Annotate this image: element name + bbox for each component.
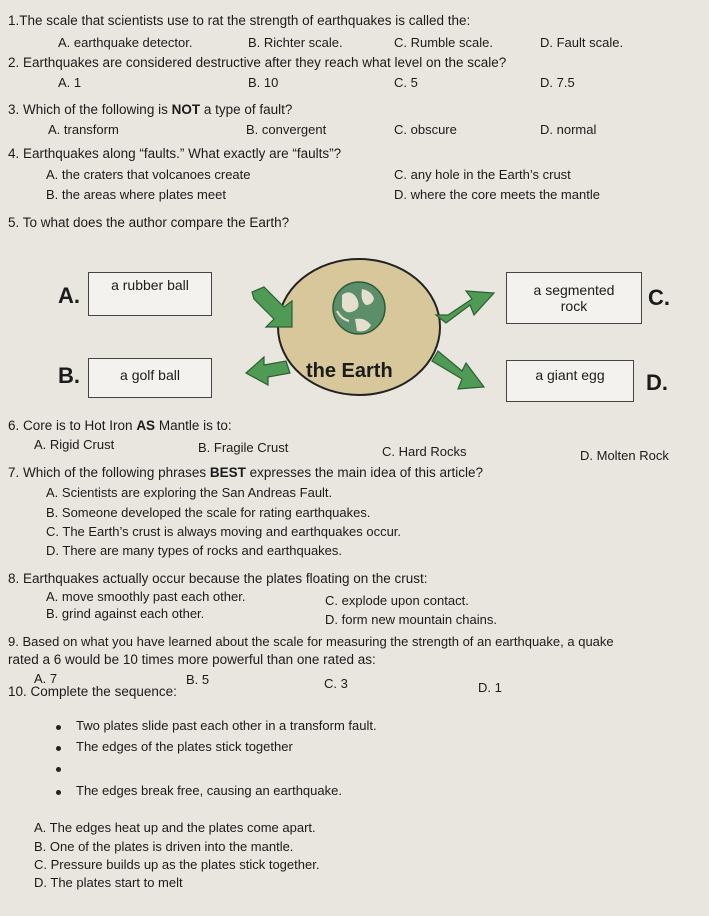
q9-option-c[interactable]: C. 3 — [324, 676, 348, 691]
q1-option-c[interactable]: C. Rumble scale. — [394, 35, 493, 50]
q1-option-d[interactable]: D. Fault scale. — [540, 35, 624, 50]
q1-option-a[interactable]: A. earthquake detector. — [58, 35, 193, 50]
q5-letter-d: D. — [646, 370, 668, 395]
q4-option-c[interactable]: C. any hole in the Earth’s crust — [394, 167, 571, 182]
q9-option-d[interactable]: D. 1 — [478, 680, 502, 695]
question-7 — [8, 465, 483, 480]
q5-option-b-box[interactable]: a golf ball — [88, 358, 212, 398]
q3-option-c[interactable]: C. obscure — [394, 122, 457, 137]
q7-text-post: expresses the main idea of this article? — [245, 465, 483, 480]
question-4: 4. Earthquakes along “faults.” What exactly are “faults”? — [8, 146, 342, 161]
q5-letter-b: B. — [58, 363, 80, 388]
bullet-1 — [56, 725, 61, 730]
q5-letter-a: A. — [58, 283, 80, 308]
question-5: 5. To what does the author compare the Earth? — [8, 215, 290, 230]
q7-option-b[interactable]: B. Someone developed the scale for rating earthquakes. — [46, 505, 371, 520]
q10-option-b[interactable]: B. One of the plates is driven into the mantle. — [34, 839, 294, 854]
question-9-line2: rated a 6 would be 10 times more powerful than one rated as: — [8, 652, 376, 667]
q4-option-a[interactable]: A. the craters that volcanoes create — [46, 167, 251, 182]
bullet-3-blank[interactable] — [56, 767, 61, 772]
q5-option-c-box[interactable] — [506, 272, 642, 324]
q7-option-d[interactable]: D. There are many types of rocks and earthquakes. — [46, 543, 343, 558]
q4-option-d[interactable]: D. where the core meets the mantle — [394, 187, 600, 202]
earth-center-label: the Earth — [306, 360, 393, 382]
sequence-step-4: The edges break free, causing an earthquake. — [76, 783, 342, 798]
q5-option-c-line2: rock — [560, 298, 588, 314]
q6-option-a[interactable]: A. Rigid Crust — [34, 437, 115, 452]
q8-option-c[interactable]: C. explode upon contact. — [325, 593, 469, 608]
q8-option-b[interactable]: B. grind against each other. — [46, 606, 205, 621]
q8-option-a[interactable]: A. move smoothly past each other. — [46, 589, 246, 604]
q9-option-b[interactable]: B. 5 — [186, 672, 210, 687]
q10-option-c[interactable]: C. Pressure builds up as the plates stick together. — [34, 857, 320, 872]
q2-option-c[interactable]: C. 5 — [394, 75, 418, 90]
q6-option-d[interactable]: D. Molten Rock — [580, 448, 669, 463]
q5-option-d-box[interactable]: a giant egg — [506, 360, 634, 402]
arrow-to-a — [252, 287, 292, 327]
q3-text-post: a type of fault? — [200, 102, 293, 117]
q6-text-post: Mantle is to: — [155, 418, 232, 433]
bullet-4 — [56, 790, 61, 795]
globe-icon — [333, 282, 385, 334]
q6-text-pre: 6. Core is to Hot Iron — [8, 418, 137, 433]
q7-option-a[interactable]: A. Scientists are exploring the San Andreas Fault. — [46, 485, 333, 500]
q10-option-d[interactable]: D. The plates start to melt — [34, 875, 183, 890]
question-6 — [8, 418, 232, 433]
q8-option-d[interactable]: D. form new mountain chains. — [325, 612, 497, 627]
sequence-step-1: Two plates slide past each other in a transform fault. — [76, 718, 377, 733]
arrow-to-d — [432, 351, 484, 389]
q2-option-a[interactable]: A. 1 — [58, 75, 82, 90]
question-2: 2. Earthquakes are considered destructive after they reach what level on the scale? — [8, 55, 507, 70]
q1-option-b[interactable]: B. Richter scale. — [248, 35, 343, 50]
q6-text-bold: AS — [136, 418, 156, 433]
arrow-to-b — [246, 357, 290, 385]
q2-option-d[interactable]: D. 7.5 — [540, 75, 575, 90]
question-10: 10. Complete the sequence: — [8, 684, 177, 699]
q7-option-c[interactable]: C. The Earth’s crust is always moving and earthquakes occur. — [46, 524, 402, 539]
q3-text-bold: NOT — [171, 102, 201, 117]
q7-text-pre: 7. Which of the following phrases — [8, 465, 210, 480]
sequence-step-2: The edges of the plates stick together — [76, 739, 293, 754]
q2-option-b[interactable]: B. 10 — [248, 75, 279, 90]
q3-option-b[interactable]: B. convergent — [246, 122, 327, 137]
q7-text-bold: BEST — [209, 465, 246, 480]
q10-option-a[interactable]: A. The edges heat up and the plates come apart. — [34, 820, 316, 835]
question-9-line1: 9. Based on what you have learned about the scale for measuring the strength of an earthquake, a quake — [8, 634, 614, 649]
q5-option-a-box[interactable]: a rubber ball — [88, 272, 212, 316]
question-3 — [8, 102, 292, 117]
q3-option-d[interactable]: D. normal — [540, 122, 597, 137]
q6-option-b[interactable]: B. Fragile Crust — [198, 440, 289, 455]
q9-option-a[interactable]: A. 7 — [34, 671, 58, 686]
bullet-2 — [56, 746, 61, 751]
q3-option-a[interactable]: A. transform — [48, 122, 119, 137]
arrow-to-c — [436, 291, 494, 323]
question-8: 8. Earthquakes actually occur because the plates floating on the crust: — [8, 571, 428, 586]
q3-text-pre: 3. Which of the following is — [8, 102, 172, 117]
q5-option-c-line1: a segmented — [533, 281, 615, 298]
q5-letter-c: C. — [648, 285, 670, 310]
q6-option-c[interactable]: C. Hard Rocks — [382, 444, 467, 459]
question-1: 1.The scale that scientists use to rat the strength of earthquakes is called the: — [8, 13, 471, 28]
q4-option-b[interactable]: B. the areas where plates meet — [46, 187, 226, 202]
